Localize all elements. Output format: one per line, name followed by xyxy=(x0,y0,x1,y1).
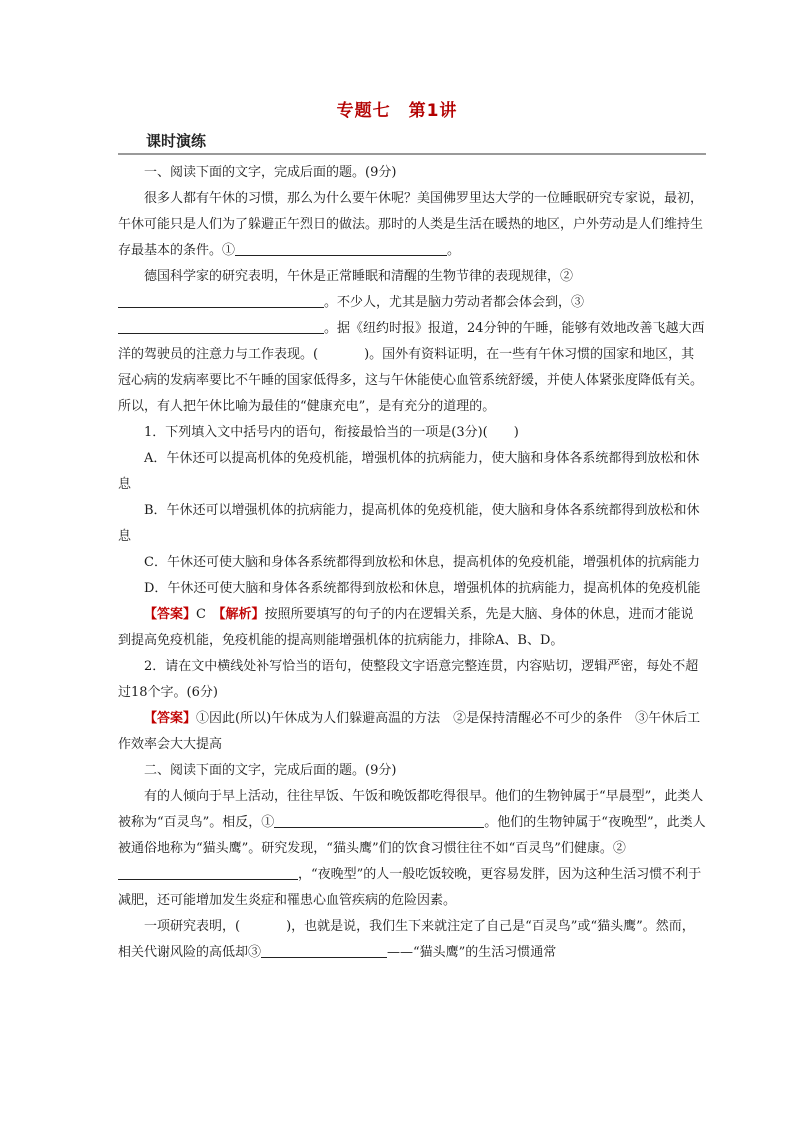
answer-1-analysis: 按照所要填写的句子的内在逻辑关系，先是大脑、身体的休息，进而才能说到提高免疫机能，免疫机能的提高则能增强机体的抗病能力，排除A、B、D。 xyxy=(118,607,694,648)
part1-p1-end: 。 xyxy=(447,243,461,258)
part1-p2-text-a: 德国科学家的研究表明，午休是正常睡眠和清醒的生物节律的表现规律，② xyxy=(144,269,574,284)
answer-blank-4 xyxy=(274,813,484,828)
section-header: 课时演练 xyxy=(146,132,207,150)
part1-paragraph-1 xyxy=(118,186,706,264)
part1-p2-text-b: 。不少人，尤其是脑力劳动者都会体会到，③ xyxy=(324,295,585,310)
answer-2-text: ①因此(所以)午休成为人们躲避高温的方法 ②是保持清醒必不可少的条件 ③午休后工作效率会大大提高 xyxy=(118,711,701,752)
answer-2 xyxy=(118,706,706,758)
part2-heading: 二、阅读下面的文字，完成后面的题。(9分) xyxy=(144,763,397,778)
answer-1 xyxy=(118,602,706,654)
part2-p1-text-b: 。他们的生物钟属于“夜晚型”，此类人被通俗地称为“猫头鹰”。研究发现，“猫头鹰”们的饮食习惯往往不如“百灵鸟”们健康。② xyxy=(118,815,706,856)
option-d: D．午休还可使大脑和身体各系统都得到放松和休息，增强机体的抗病能力，提高机体的免疫机能 xyxy=(144,581,701,596)
page-title: 专题七 第1讲 xyxy=(336,101,458,121)
part1-p2-text-c: 。据《纽约时报》报道，24分钟的午睡，能够有效地改善飞越大西洋的驾驶员的注意力与工作表现。( xyxy=(118,321,705,362)
part1-p2-text-d: )。国外有资料证明，在一些有午休习惯的国家和地区，其冠心病的发病率要比不午睡的国家低得多，这与午休能使心血管系统舒缓，并使人体紧张度降低有关。所以，有人把午休比喻为最佳的“健康充电”，是有充分的道理的。 xyxy=(118,347,704,414)
part2-paragraph-2 xyxy=(118,914,706,966)
part2-p2-text-c: ——“猫头鹰”的生活习惯通常 xyxy=(387,945,557,960)
answer-tag: 【答案】 xyxy=(144,711,197,726)
analysis-tag: 【解析】 xyxy=(218,607,265,622)
part1-heading: 一、阅读下面的文字，完成后面的题。(9分) xyxy=(144,165,397,180)
answer-blank-2 xyxy=(118,293,324,308)
part2-p1-text-c: ，“夜晚型”的人一般吃饭较晚，更容易发胖，因为这种生活习惯不利于减肥，还可能增加发生炎症和罹患心血管疾病的危险因素。 xyxy=(118,867,702,908)
option-a: A．午休还可以提高机体的免疫机能，增强机体的抗病能力，使大脑和身体各系统都得到放松和休息 xyxy=(118,451,700,492)
answer-tag: 【答案】 xyxy=(144,607,197,622)
header-divider xyxy=(118,153,706,155)
part2-p2-text-a: 一项研究表明，( xyxy=(144,919,241,934)
part2-p1-text-a: 有的人倾向于早上活动，往往早饭、午饭和晚饭都吃得很早。他们的生物钟属于“早晨型”，此类人被称为“百灵鸟”。相反，① xyxy=(118,789,704,830)
part1-paragraph-2 xyxy=(118,264,706,420)
part1-p1-text: 很多人都有午休的习惯，那么为什么要午休呢？美国佛罗里达大学的一位睡眠研究专家说，最初，午休可能只是人们为了躲避正午烈日的做法。那时的人类是生活在暖热的地区，户外劳动是人们维持生存最基本的条件。① xyxy=(118,191,704,258)
part2-paragraph-1 xyxy=(118,784,706,914)
question-2: 2．请在文中横线处补写恰当的语句，使整段文字语意完整连贯，内容贴切，逻辑严密，每处不超过18个字。(6分) xyxy=(118,659,699,700)
answer-blank-3 xyxy=(118,319,324,334)
option-c: C．午休还可使大脑和身体各系统都得到放松和休息，提高机体的免疫机能，增强机体的抗病能力 xyxy=(144,555,700,570)
answer-blank-5 xyxy=(118,865,298,880)
answer-1-value: C xyxy=(196,607,219,622)
answer-blank-6 xyxy=(261,943,387,958)
document-body xyxy=(118,160,706,966)
part2-p2-text-b: )，也就是说，我们生下来就注定了自己是“百灵鸟”或“猫头鹰”。然而，相关代谢风险的高低却③ xyxy=(118,919,695,960)
answer-blank-1 xyxy=(235,241,447,256)
option-b: B．午休还可以增强机体的抗病能力，提高机体的免疫机能，使大脑和身体各系统都得到放松和休息 xyxy=(118,503,700,544)
question-1: 1．下列填入文中括号内的语句，衔接最恰当的一项是(3分)( ) xyxy=(144,425,519,440)
